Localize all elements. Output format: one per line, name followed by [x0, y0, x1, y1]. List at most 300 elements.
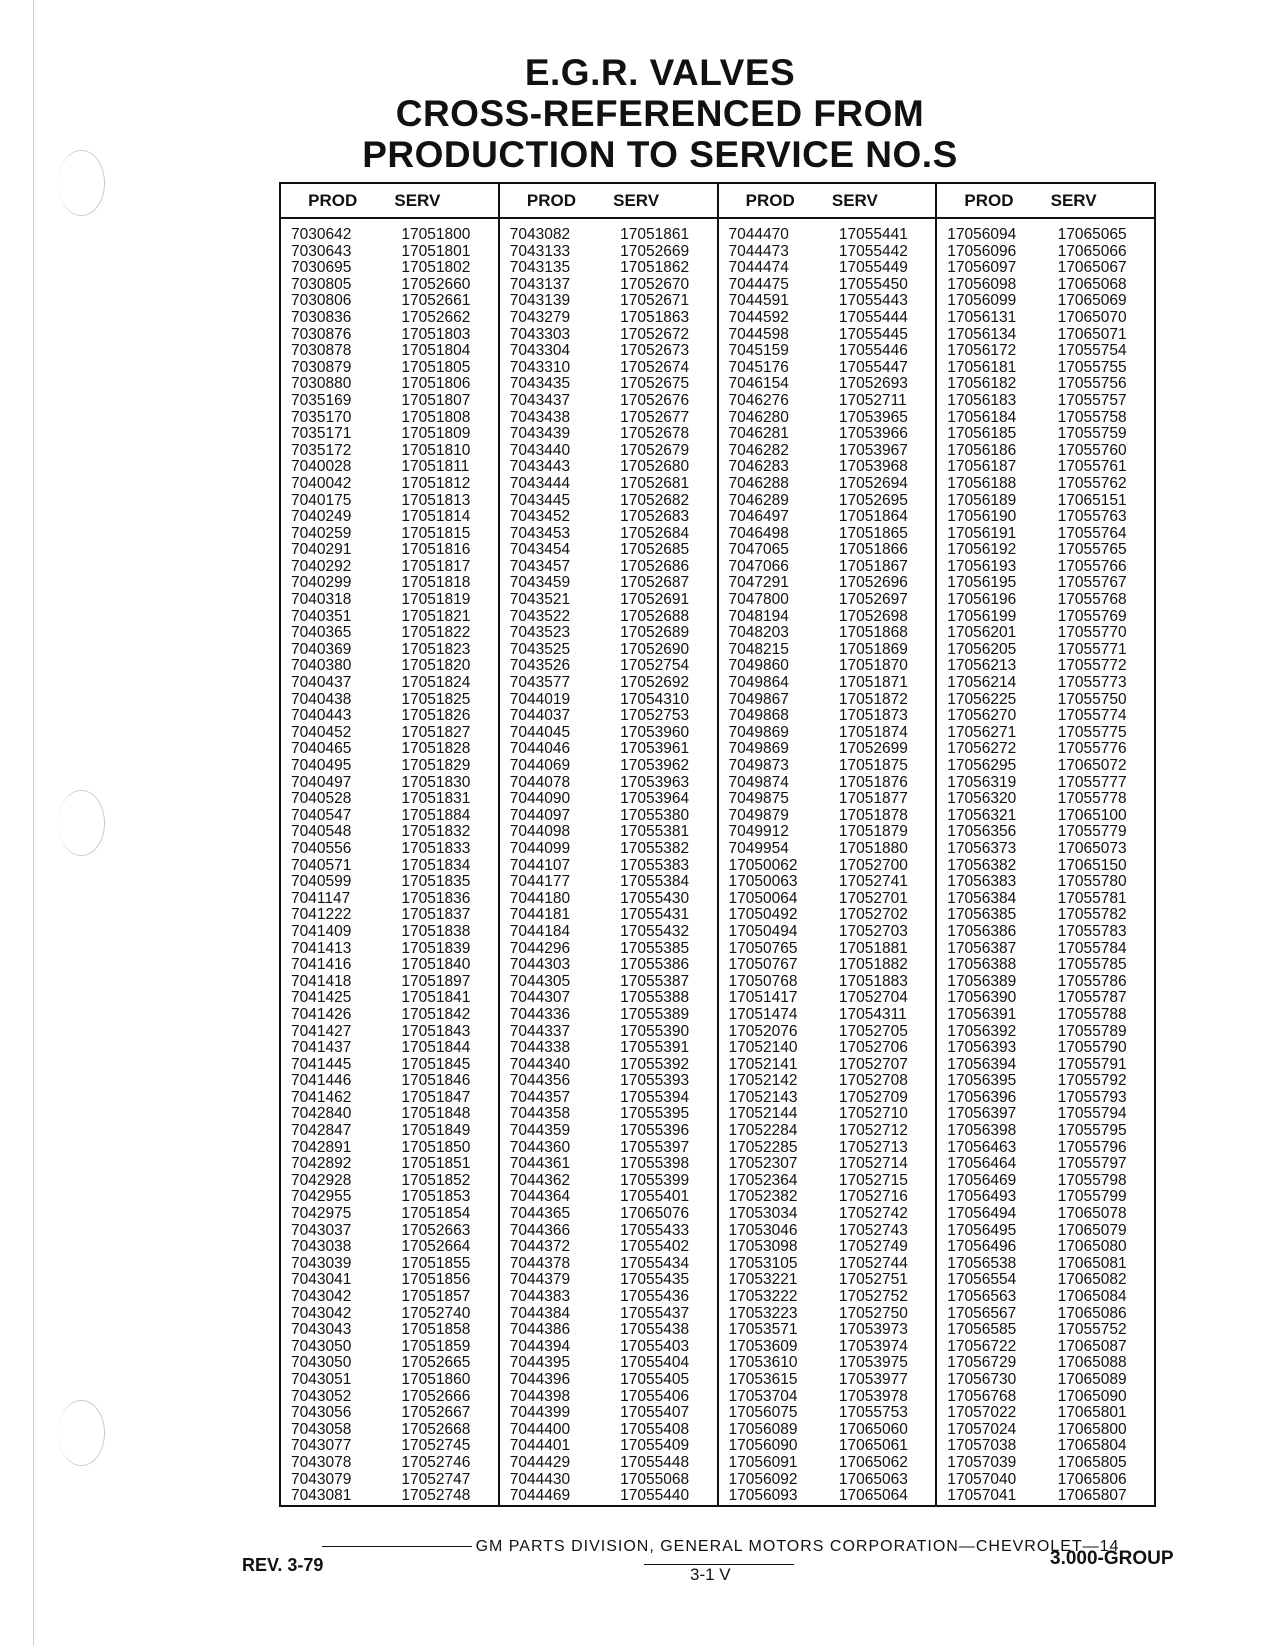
- table-row: [719, 277, 936, 294]
- serv-number: 17052699: [838, 740, 908, 758]
- prod-number: 17056131: [947, 308, 1017, 326]
- prod-number: 17057041: [947, 1487, 1017, 1505]
- prod-number: 17053221: [728, 1271, 798, 1289]
- prod-number: 17050767: [728, 956, 798, 974]
- table-row: [500, 575, 717, 592]
- table-row: [500, 1455, 717, 1472]
- serv-number: 17055776: [1057, 740, 1127, 758]
- serv-number: 17051855: [401, 1254, 471, 1272]
- prod-number: 7044400: [509, 1420, 571, 1438]
- serv-number: 17055779: [1057, 823, 1127, 841]
- prod-number: 7046288: [728, 474, 789, 492]
- serv-number: 17052690: [620, 640, 690, 658]
- serv-number: 17051880: [838, 839, 908, 857]
- table-row: [719, 824, 936, 841]
- table-row: [281, 1256, 498, 1273]
- prod-number: 17056394: [947, 1055, 1017, 1073]
- table-row: [281, 1405, 498, 1422]
- serv-number: 17051864: [838, 508, 908, 526]
- table-row: [500, 1488, 717, 1505]
- table-row: [500, 277, 717, 294]
- serv-number: 17055441: [838, 226, 908, 243]
- table-row: [500, 1256, 717, 1273]
- serv-number: 17055395: [620, 1105, 690, 1123]
- table-row: [500, 609, 717, 626]
- prod-number: 7043133: [509, 242, 571, 260]
- serv-number: 17055771: [1057, 640, 1127, 658]
- table-row: [937, 609, 1154, 626]
- prod-number: 17056096: [947, 242, 1017, 260]
- table-row: [281, 1372, 498, 1389]
- serv-number: 17055753: [838, 1404, 908, 1422]
- serv-number: 17052705: [838, 1022, 908, 1040]
- prod-number: 7044303: [509, 956, 571, 974]
- serv-number: 17051825: [401, 690, 471, 708]
- prod-number: 17056538: [947, 1254, 1017, 1272]
- title-line: PRODUCTION TO SERVICE NO.S: [362, 134, 958, 175]
- serv-number: 17055777: [1057, 773, 1127, 791]
- table-row: [281, 1438, 498, 1455]
- serv-number: 17051861: [620, 226, 690, 243]
- prod-number: 7044365: [509, 1205, 571, 1223]
- table-row: [719, 1073, 936, 1090]
- column-rows: [719, 219, 936, 1505]
- prod-number: 17056186: [947, 441, 1017, 459]
- serv-number: 17051884: [401, 806, 471, 824]
- prod-number: 7030695: [291, 259, 352, 277]
- prod-number: 7042891: [291, 1138, 352, 1156]
- serv-number: 17052714: [838, 1155, 908, 1173]
- prod-number: 7040175: [291, 491, 352, 509]
- table-row: [937, 575, 1154, 592]
- prod-number: 17056272: [947, 740, 1017, 758]
- table-row: [281, 824, 498, 841]
- table-row: [719, 410, 936, 427]
- serv-number: 17065068: [1057, 275, 1127, 293]
- prod-number: 17050062: [728, 856, 798, 874]
- serv-number: 17051850: [401, 1138, 471, 1156]
- prod-number: 7030876: [291, 325, 352, 343]
- prod-number: 7049873: [728, 757, 789, 774]
- column-rows: [281, 219, 498, 1505]
- table-row: [937, 725, 1154, 742]
- prod-number: 17056195: [947, 574, 1017, 592]
- serv-number: 17055398: [620, 1155, 690, 1173]
- serv-number: 17051807: [401, 391, 471, 409]
- serv-number: 17053960: [620, 723, 690, 741]
- table-row: [719, 244, 936, 261]
- prod-number: 7040291: [291, 541, 352, 559]
- serv-number: 17055449: [838, 259, 908, 277]
- table-row: [281, 1140, 498, 1157]
- table-row: [500, 907, 717, 924]
- table-row: [281, 260, 498, 277]
- table-row: [719, 592, 936, 609]
- serv-number: 17053966: [838, 425, 908, 443]
- table-row: [937, 1405, 1154, 1422]
- table-row: [281, 509, 498, 526]
- table-row: [281, 542, 498, 559]
- prod-number: 7044069: [509, 757, 571, 774]
- serv-number: 17052716: [838, 1188, 908, 1206]
- serv-number: 17052675: [620, 375, 690, 393]
- prod-number: 17056386: [947, 922, 1017, 940]
- prod-number: 7041446: [291, 1072, 352, 1090]
- prod-number: 7040495: [291, 757, 352, 774]
- prod-number: 7044361: [509, 1155, 571, 1173]
- prod-number: 7040548: [291, 823, 352, 841]
- table-row: [719, 1173, 936, 1190]
- table-row: [937, 841, 1154, 858]
- table-row: [937, 1156, 1154, 1173]
- prod-number: 7044296: [509, 939, 571, 957]
- table-row: [937, 775, 1154, 792]
- table-row: [937, 957, 1154, 974]
- table-row: [937, 1239, 1154, 1256]
- prod-number: 7047800: [728, 591, 789, 609]
- serv-header: SERV: [394, 190, 441, 210]
- serv-number: 17055783: [1057, 922, 1127, 940]
- serv-number: 17065060: [838, 1420, 908, 1438]
- table-row: [281, 244, 498, 261]
- table-row: [500, 1156, 717, 1173]
- table-row: [937, 1306, 1154, 1323]
- table-row: [719, 559, 936, 576]
- table-row: [281, 393, 498, 410]
- prod-number: 7043303: [509, 325, 571, 343]
- table-row: [937, 1057, 1154, 1074]
- prod-number: 7040369: [291, 640, 352, 658]
- serv-number: 17055401: [620, 1188, 690, 1206]
- table-row: [281, 1106, 498, 1123]
- table-row: [719, 758, 936, 775]
- serv-number: 17052700: [838, 856, 908, 874]
- prod-number: 17052140: [728, 1039, 798, 1057]
- serv-number: 17051811: [401, 458, 470, 476]
- prod-number: 17056225: [947, 690, 1017, 708]
- prod-number: 7044598: [728, 325, 789, 343]
- prod-number: 7043453: [509, 524, 571, 542]
- table-row: [500, 708, 717, 725]
- serv-number: 17052663: [401, 1221, 471, 1239]
- serv-number: 17051860: [401, 1370, 471, 1388]
- table-row: [281, 476, 498, 493]
- prod-number: 7040438: [291, 690, 352, 708]
- prod-number: 17052307: [728, 1155, 798, 1173]
- serv-number: 17051863: [620, 308, 690, 326]
- serv-number: 17065801: [1057, 1404, 1127, 1422]
- table-row: [500, 343, 717, 360]
- table-row: [281, 1024, 498, 1041]
- serv-number: 17052683: [620, 508, 690, 526]
- serv-number: 17065089: [1057, 1370, 1127, 1388]
- table-row: [281, 559, 498, 576]
- serv-number: 17051883: [838, 972, 908, 990]
- serv-number: 17055781: [1057, 889, 1127, 907]
- serv-number: 17065807: [1057, 1487, 1127, 1505]
- table-row: [281, 227, 498, 244]
- table-row: [719, 658, 936, 675]
- table-row: [281, 791, 498, 808]
- serv-number: 17055760: [1057, 441, 1127, 459]
- table-row: [281, 891, 498, 908]
- table-row: [500, 376, 717, 393]
- table-row: [937, 1322, 1154, 1339]
- serv-number: 17055761: [1057, 458, 1127, 476]
- serv-number: 17055068: [620, 1470, 690, 1488]
- prod-number: 17056205: [947, 640, 1017, 658]
- prod-number: 17056183: [947, 391, 1017, 409]
- serv-number: 17065064: [838, 1487, 908, 1505]
- prod-number: 7040318: [291, 591, 352, 609]
- table-row: [719, 642, 936, 659]
- prod-number: 7044384: [509, 1304, 571, 1322]
- prod-number: 17056768: [947, 1387, 1017, 1405]
- table-row: [281, 376, 498, 393]
- table-row: [281, 708, 498, 725]
- prod-number: 7043135: [509, 259, 571, 277]
- serv-number: 17052707: [838, 1055, 908, 1073]
- table-row: [281, 1355, 498, 1372]
- serv-number: 17065072: [1057, 757, 1127, 774]
- serv-number: 17055782: [1057, 906, 1127, 924]
- serv-number: 17051873: [838, 707, 908, 725]
- serv-number: 17053968: [838, 458, 908, 476]
- serv-number: 17051874: [838, 723, 908, 741]
- serv-number: 17052691: [620, 591, 690, 609]
- table-row: [500, 941, 717, 958]
- prod-number: 7044469: [509, 1487, 571, 1505]
- prod-number: 7049868: [728, 707, 789, 725]
- table-row: [281, 907, 498, 924]
- serv-number: 17055765: [1057, 541, 1127, 559]
- table-row: [937, 426, 1154, 443]
- serv-number: 17052743: [838, 1221, 908, 1239]
- table-row: [500, 293, 717, 310]
- prod-number: 17056383: [947, 873, 1017, 891]
- prod-number: 17056493: [947, 1188, 1017, 1206]
- prod-number: 7044356: [509, 1072, 571, 1090]
- table-row: [281, 874, 498, 891]
- serv-number: 17065800: [1057, 1420, 1127, 1438]
- prod-number: 17051474: [728, 1005, 798, 1023]
- table-row: [500, 1090, 717, 1107]
- serv-number: 17052679: [620, 441, 690, 459]
- serv-number: 17055795: [1057, 1122, 1127, 1140]
- serv-number: 17052684: [620, 524, 690, 542]
- table-row: [500, 1123, 717, 1140]
- table-row: [500, 874, 717, 891]
- table-row: [500, 625, 717, 642]
- prod-number: 17056184: [947, 408, 1017, 426]
- prod-number: 7030836: [291, 308, 352, 326]
- prod-number: 7043038: [291, 1238, 352, 1256]
- table-row: [281, 1173, 498, 1190]
- serv-number: 17051866: [838, 541, 908, 559]
- prod-number: 17057040: [947, 1470, 1017, 1488]
- prod-number: 7042847: [291, 1122, 352, 1140]
- serv-number: 17055756: [1057, 375, 1127, 393]
- table-row: [719, 957, 936, 974]
- prod-number: 7043444: [509, 474, 571, 492]
- serv-number: 17065151: [1057, 491, 1127, 509]
- prod-number: 17056099: [947, 292, 1017, 310]
- table-row: [937, 642, 1154, 659]
- table-row: [500, 1389, 717, 1406]
- prod-number: 17056193: [947, 557, 1017, 575]
- serv-number: 17051839: [401, 939, 471, 957]
- table-row: [937, 974, 1154, 991]
- table-row: [719, 310, 936, 327]
- prod-number: 17056089: [728, 1420, 798, 1438]
- prod-number: 17056320: [947, 790, 1017, 808]
- table-row: [500, 1438, 717, 1455]
- serv-number: 17051882: [838, 956, 908, 974]
- table-row: [500, 410, 717, 427]
- table-row: [281, 1455, 498, 1472]
- table-row: [937, 1422, 1154, 1439]
- prod-number: 7043078: [291, 1453, 352, 1471]
- table-row: [500, 443, 717, 460]
- prod-number: 7044340: [509, 1055, 571, 1073]
- serv-number: 17052695: [838, 491, 908, 509]
- prod-number: 7040249: [291, 508, 352, 526]
- table-row: [281, 1472, 498, 1489]
- prod-number: 7046289: [728, 491, 789, 509]
- serv-number: 17052697: [838, 591, 908, 609]
- prod-number: 7030878: [291, 342, 352, 360]
- serv-number: 17051857: [401, 1288, 471, 1305]
- serv-number: 17055768: [1057, 591, 1127, 609]
- table-row: [937, 808, 1154, 825]
- serv-number: 17052708: [838, 1072, 908, 1090]
- serv-number: 17055389: [620, 1005, 690, 1023]
- table-row: [937, 1389, 1154, 1406]
- serv-number: 17051876: [838, 773, 908, 791]
- prod-number: 7044090: [509, 790, 571, 808]
- serv-number: 17065100: [1057, 806, 1127, 824]
- prod-number: 17056075: [728, 1404, 798, 1422]
- serv-number: 17051859: [401, 1337, 471, 1355]
- serv-number: 17065090: [1057, 1387, 1127, 1405]
- page-edge: [33, 0, 34, 1646]
- prod-number: 7044362: [509, 1171, 571, 1189]
- table-row: [719, 1206, 936, 1223]
- serv-number: 17051845: [401, 1055, 471, 1073]
- prod-number: 17053222: [728, 1288, 798, 1305]
- table-row: [281, 293, 498, 310]
- prod-number: 7044475: [728, 275, 789, 293]
- table-row: [719, 1140, 936, 1157]
- serv-number: 17052711: [838, 391, 907, 409]
- serv-number: 17052748: [401, 1487, 471, 1505]
- serv-number: 17055784: [1057, 939, 1127, 957]
- serv-number: 17051844: [401, 1039, 471, 1057]
- prod-number: 7043459: [509, 574, 571, 592]
- table-column: [500, 184, 719, 1505]
- prod-number: 17052364: [728, 1171, 798, 1189]
- prod-number: 7030879: [291, 358, 352, 376]
- serv-number: 17065806: [1057, 1470, 1127, 1488]
- table-row: [719, 1472, 936, 1489]
- table-row: [500, 1322, 717, 1339]
- prod-number: 17056730: [947, 1370, 1017, 1388]
- serv-number: 17051829: [401, 757, 471, 774]
- prod-number: 7044107: [509, 856, 571, 874]
- serv-number: 17051862: [620, 259, 690, 277]
- serv-number: 17055773: [1057, 674, 1127, 692]
- serv-number: 17055754: [1057, 342, 1127, 360]
- table-row: [500, 1272, 717, 1289]
- prod-number: 7043043: [291, 1321, 352, 1339]
- prod-number: 17053610: [728, 1354, 798, 1372]
- prod-header: PROD: [308, 190, 358, 210]
- serv-number: 17052694: [838, 474, 908, 492]
- serv-number: 17052693: [838, 375, 908, 393]
- serv-number: 17052665: [401, 1354, 471, 1372]
- prod-number: 17053098: [728, 1238, 798, 1256]
- table-row: [719, 841, 936, 858]
- table-row: [719, 990, 936, 1007]
- prod-number: 7046276: [728, 391, 789, 409]
- prod-number: 17056097: [947, 259, 1017, 277]
- serv-number: 17051856: [401, 1271, 471, 1289]
- table-row: [281, 957, 498, 974]
- table-row: [937, 443, 1154, 460]
- prod-number: 7043452: [509, 508, 571, 526]
- table-row: [719, 924, 936, 941]
- table-row: [937, 1256, 1154, 1273]
- prod-number: 7044336: [509, 1005, 571, 1023]
- table-row: [281, 592, 498, 609]
- table-row: [719, 1024, 936, 1041]
- serv-number: 17052676: [620, 391, 690, 409]
- prod-number: 7043056: [291, 1404, 352, 1422]
- serv-number: 17065088: [1057, 1354, 1127, 1372]
- column-header: [937, 184, 1154, 219]
- serv-number: 17052689: [620, 624, 690, 642]
- prod-number: 17056213: [947, 657, 1017, 675]
- prod-number: 7044037: [509, 707, 571, 725]
- prod-number: 7043042: [291, 1304, 352, 1322]
- serv-number: 17051871: [838, 674, 908, 692]
- serv-number: 17052753: [620, 707, 690, 725]
- table-row: [500, 642, 717, 659]
- serv-number: 17055447: [838, 358, 908, 376]
- serv-number: 17052668: [401, 1420, 471, 1438]
- table-row: [937, 476, 1154, 493]
- serv-number: 17051806: [401, 375, 471, 393]
- serv-number: 17055440: [620, 1487, 690, 1505]
- table-row: [937, 410, 1154, 427]
- prod-number: 17056295: [947, 757, 1017, 774]
- serv-number: 17055435: [620, 1271, 690, 1289]
- prod-number: 17056181: [947, 358, 1017, 376]
- serv-number: 17051814: [401, 508, 471, 526]
- serv-header: SERV: [1050, 190, 1097, 210]
- prod-number: 7044338: [509, 1039, 571, 1057]
- table-row: [719, 974, 936, 991]
- prod-number: 7043039: [291, 1254, 352, 1272]
- serv-number: 17055790: [1057, 1039, 1127, 1057]
- prod-number: 17050768: [728, 972, 798, 990]
- serv-number: 17052696: [838, 574, 908, 592]
- serv-number: 17052666: [401, 1387, 471, 1405]
- table-row: [937, 1223, 1154, 1240]
- table-row: [937, 1272, 1154, 1289]
- prod-number: 17056199: [947, 607, 1017, 625]
- prod-number: 7043310: [509, 358, 571, 376]
